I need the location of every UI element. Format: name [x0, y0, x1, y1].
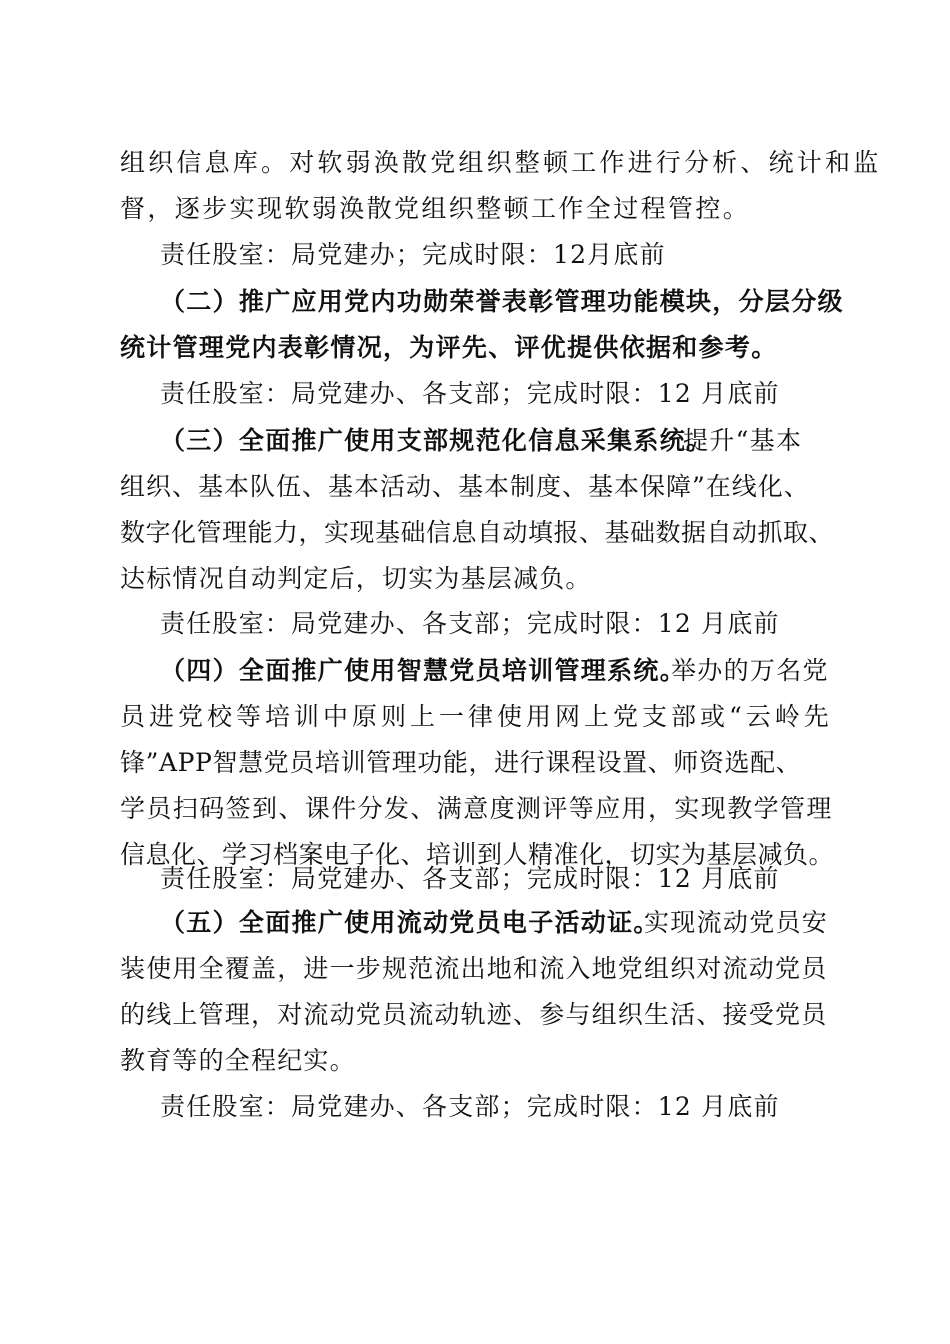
paragraph-line: 组织信息库。对软弱涣散党组织整顿工作进行分析、统计和监: [120, 148, 882, 177]
paragraph-line: 数字化管理能力，实现基础信息自动填报、基础数据自动抓取、: [120, 518, 835, 547]
section-heading-3: （三）全面推广使用支部规范化信息采集系统。: [160, 426, 713, 455]
responsibility-line: 责任股室：局党建办、各支部；完成时限：12 月底前: [160, 379, 780, 408]
paragraph-line: 达标情况自动判定后，切实为基层减负。: [120, 564, 592, 593]
paragraph-line: 组织、基本队伍、基本活动、基本制度、基本保障”在线化、: [120, 472, 810, 501]
paragraph-line: 装使用全覆盖，进一步规范流出地和流入地党组织对流动党员: [120, 954, 828, 983]
paragraph-text: 举办的万名党: [671, 656, 829, 685]
paragraph-line: 信息化、学习档案电子化、培训到人精准化，切实为基层减负。: [120, 840, 835, 869]
responsibility-line: 责任股室：局党建办、各支部；完成时限：12 月底前: [160, 1092, 780, 1121]
paragraph-text: 提升“基本: [683, 426, 803, 455]
section-heading-4: （四）全面推广使用智慧党员培训管理系统。: [160, 656, 687, 685]
paragraph-line: 教育等的全程纪实。: [120, 1046, 356, 1075]
section-heading-2: （二）推广应用党内功勋荣誉表彰管理功能模块，分层分级: [160, 287, 844, 316]
paragraph-text: 实现流动党员安: [644, 908, 829, 937]
paragraph-line: 的线上管理，对流动党员流动轨迹、参与组织生活、接受党员: [120, 1000, 828, 1029]
section-heading-5: （五）全面推广使用流动党员电子活动证。: [160, 908, 660, 937]
paragraph-line: 学员扫码签到、课件分发、满意度测评等应用，实现教学管理: [120, 794, 833, 823]
responsibility-line: 责任股室：局党建办；完成时限：12月底前: [160, 240, 666, 269]
paragraph-line: 锋”APP智慧党员培训管理功能，进行课程设置、师资选配、: [120, 748, 802, 777]
responsibility-line: 责任股室：局党建办、各支部；完成时限：12 月底前: [160, 609, 780, 638]
section-heading-2-cont: 统计管理党内表彰情况，为评先、评优提供依据和参考。: [120, 333, 778, 362]
paragraph-line: 督，逐步实现软弱涣散党组织整顿工作全过程管控。: [120, 194, 751, 223]
paragraph-line: 员进党校等培训中原则上一律使用网上党支部或“云岭先: [120, 702, 833, 731]
responsibility-line: 责任股室：局党建办、各支部；完成时限：12 月底前: [160, 864, 780, 893]
